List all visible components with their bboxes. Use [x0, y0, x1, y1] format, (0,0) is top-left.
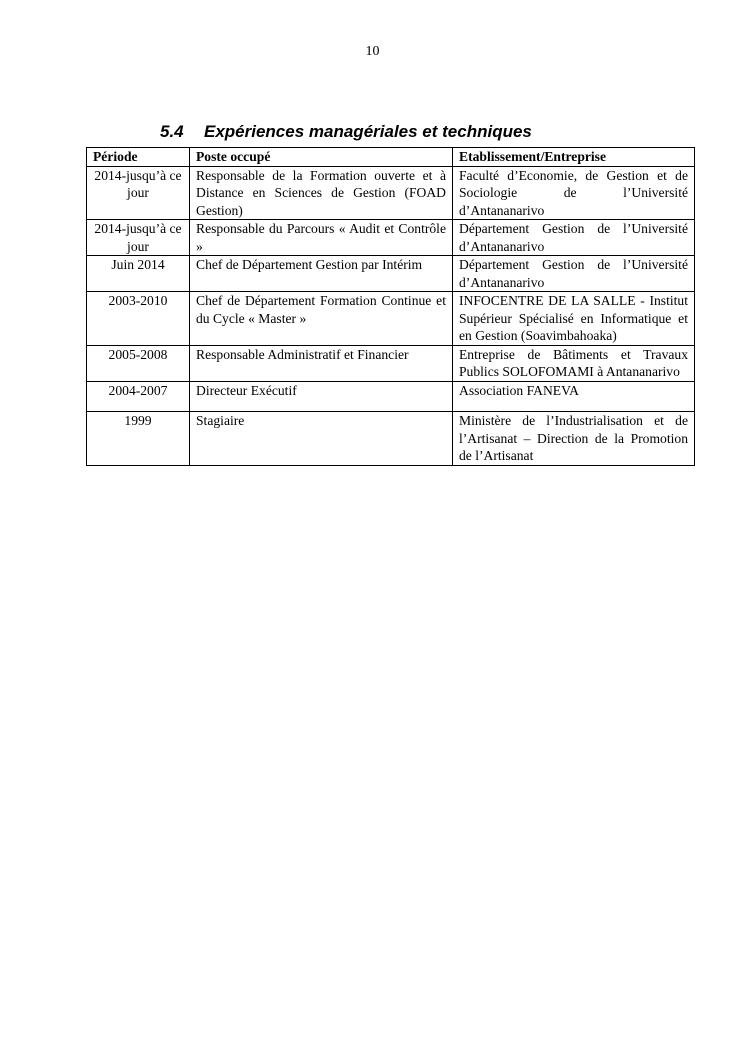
cell-post: Directeur Exécutif	[190, 381, 453, 412]
cell-post: Chef de Département Gestion par Intérim	[190, 256, 453, 292]
cell-period: Juin 2014	[87, 256, 190, 292]
cell-organisation: Entreprise de Bâtiments et Travaux Publics SOLOFOMAMI à Antananarivo	[453, 345, 695, 381]
cell-organisation: Faculté d’Economie, de Gestion et de Sociologie de l’Université d’Antananarivo	[453, 166, 695, 220]
cell-organisation: Ministère de l’Industrialisation et de l’Artisanat – Direction de la Promotion de l’Artisanat	[453, 412, 695, 466]
cell-post: Responsable de la Formation ouverte et à Distance en Sciences de Gestion (FOAD Gestion)	[190, 166, 453, 220]
cell-post: Responsable Administratif et Financier	[190, 345, 453, 381]
header-period: Période	[87, 148, 190, 167]
cell-period: 2005-2008	[87, 345, 190, 381]
cell-period: 2014-jusqu’à ce jour	[87, 220, 190, 256]
cell-post: Responsable du Parcours « Audit et Contrôle »	[190, 220, 453, 256]
header-organisation: Etablissement/Entreprise	[453, 148, 695, 167]
section-number: 5.4	[160, 122, 184, 141]
cell-period: 2014-jusqu’à ce jour	[87, 166, 190, 220]
cell-post: Stagiaire	[190, 412, 453, 466]
table-row	[87, 412, 695, 466]
table-row	[87, 220, 695, 256]
section-heading	[160, 122, 532, 142]
table-row	[87, 166, 695, 220]
cell-organisation: Département Gestion de l’Université d’Antananarivo	[453, 220, 695, 256]
table-row	[87, 345, 695, 381]
cell-organisation: Association FANEVA	[453, 381, 695, 412]
cell-organisation: INFOCENTRE DE LA SALLE - Institut Supérieur Spécialisé en Informatique et en Gestion (Soavimbahoaka)	[453, 292, 695, 346]
table-row	[87, 292, 695, 346]
cell-organisation: Département Gestion de l’Université d’Antananarivo	[453, 256, 695, 292]
experience-table	[86, 147, 695, 466]
cell-period: 2003-2010	[87, 292, 190, 346]
section-title: Expériences managériales et techniques	[204, 122, 532, 141]
cell-period: 2004-2007	[87, 381, 190, 412]
table-header-row	[87, 148, 695, 167]
header-post: Poste occupé	[190, 148, 453, 167]
table-row	[87, 381, 695, 412]
table-row	[87, 256, 695, 292]
cell-post: Chef de Département Formation Continue et du Cycle « Master »	[190, 292, 453, 346]
cell-period: 1999	[87, 412, 190, 466]
page-number: 10	[365, 44, 380, 59]
